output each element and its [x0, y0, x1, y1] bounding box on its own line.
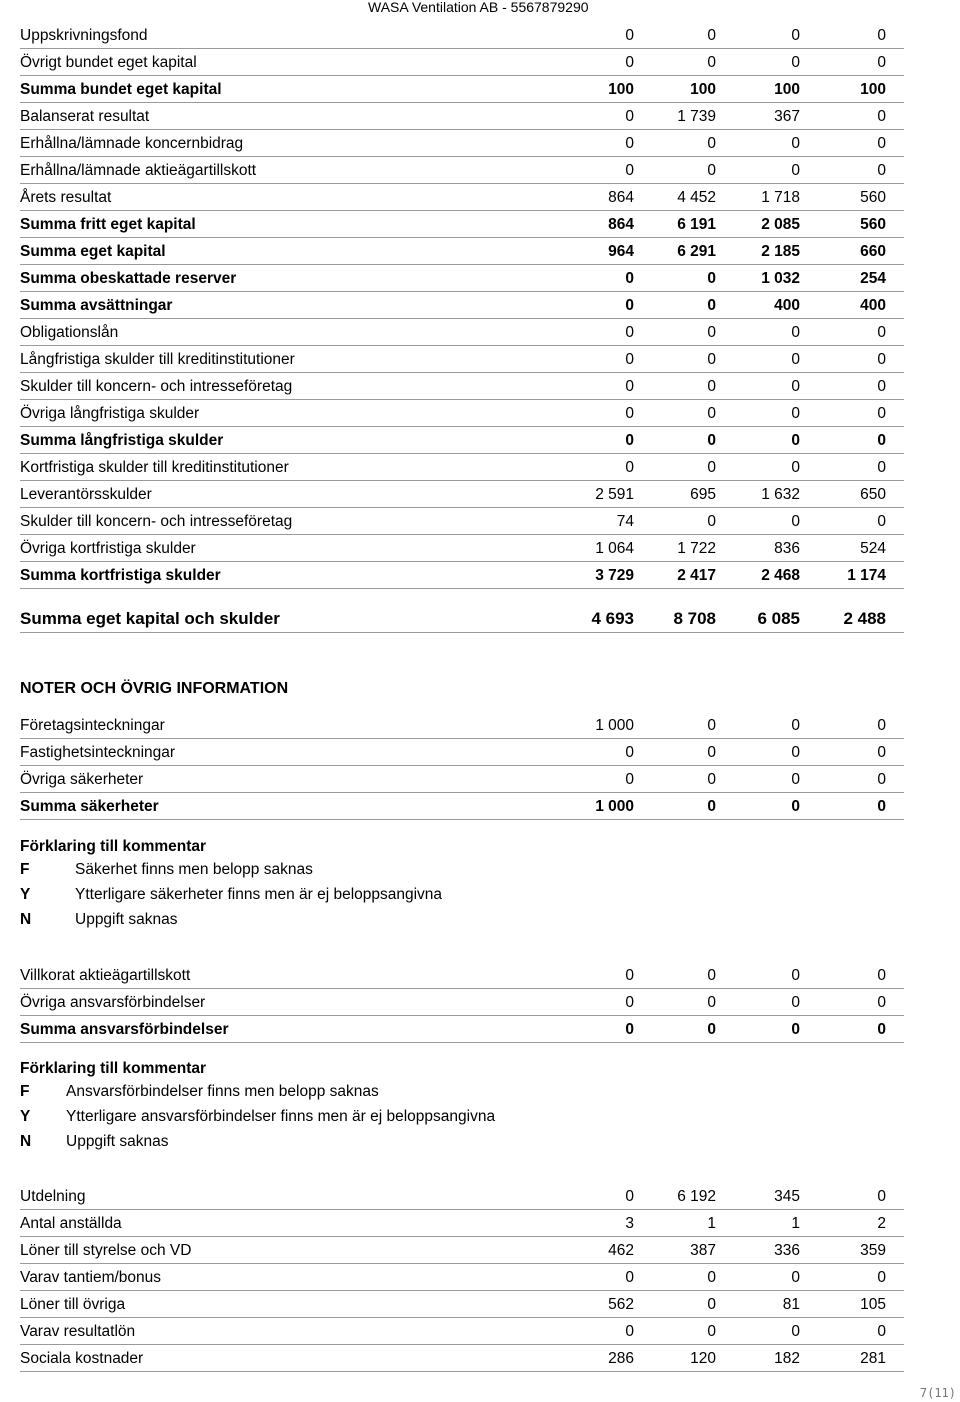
legend-title: Förklaring till kommentar: [20, 838, 207, 855]
row-value-col4: 0: [877, 378, 886, 395]
row-value-col1: 0: [625, 297, 634, 314]
row-value-col1: 864: [608, 216, 634, 233]
row-value-col3: 0: [791, 405, 800, 422]
row-label: Årets resultat: [20, 189, 112, 206]
row-value-col1: 1 000: [595, 717, 634, 734]
table-row: [20, 292, 904, 319]
legend-text: Uppgift saknas: [75, 911, 178, 928]
row-value-col2: 0: [707, 717, 716, 734]
page-number: 7(11): [919, 1386, 956, 1400]
row-value-col2: 0: [707, 27, 716, 44]
row-label: Långfristiga skulder till kreditinstitutioner: [20, 351, 295, 368]
legend-title: Förklaring till kommentar: [20, 1060, 207, 1077]
row-value-col3: 0: [791, 459, 800, 476]
row-label: Villkorat aktieägartillskott: [20, 967, 191, 984]
row-value-col4: 650: [860, 486, 886, 503]
row-value-col3: 0: [791, 798, 800, 815]
row-label: Summa obeskattade reserver: [20, 270, 237, 287]
row-value-col3: 0: [791, 162, 800, 179]
total-table: [20, 602, 904, 633]
row-value-col1: 0: [625, 378, 634, 395]
table-row: [20, 1210, 904, 1237]
row-label: Varav tantiem/bonus: [20, 1269, 162, 1286]
table-row: [20, 454, 904, 481]
row-value-col4: 100: [860, 81, 886, 98]
row-value-col4: 0: [877, 798, 886, 815]
legend-text: Ansvarsförbindelser finns men belopp saknas: [66, 1083, 379, 1100]
row-value-col1: 0: [625, 108, 634, 125]
row-value-col4: 0: [877, 1188, 886, 1205]
row-value-col4: 0: [877, 27, 886, 44]
row-label: Övriga ansvarsförbindelser: [20, 994, 206, 1011]
row-value-col1: 0: [625, 432, 634, 449]
table-row: [20, 130, 904, 157]
row-value-col2: 0: [707, 744, 716, 761]
row-value-col2: 4 452: [677, 189, 716, 206]
legend-code: Y: [20, 886, 31, 903]
row-label: Erhållna/lämnade koncernbidrag: [20, 135, 244, 152]
row-label: Balanserat resultat: [20, 108, 150, 125]
row-value-col4: 0: [877, 771, 886, 788]
row-value-col3: 0: [791, 324, 800, 341]
row-value-col4: 524: [860, 540, 886, 557]
row-label: Företagsinteckningar: [20, 717, 165, 734]
legend-code: N: [20, 1133, 32, 1150]
row-value-col2: 6 191: [677, 216, 716, 233]
row-value-col3: 345: [774, 1188, 800, 1205]
row-label: Summa fritt eget kapital: [20, 216, 196, 233]
row-value-col1: 0: [625, 967, 634, 984]
table-row: [20, 1345, 904, 1372]
row-label: Summa långfristiga skulder: [20, 432, 224, 449]
row-value-col2: 120: [690, 1350, 716, 1367]
row-value-col3: 0: [791, 717, 800, 734]
row-value-col2: 0: [707, 135, 716, 152]
row-value-col2: 0: [707, 378, 716, 395]
row-value-col3: 2 085: [761, 216, 800, 233]
row-value-col3: 0: [791, 378, 800, 395]
row-value-col2: 2 417: [677, 567, 716, 584]
row-value-col2: 0: [707, 1296, 716, 1313]
row-value-col2: 0: [707, 1021, 716, 1038]
row-value-col3: 367: [774, 108, 800, 125]
row-value-col1: 0: [625, 1021, 634, 1038]
row-value-col1: 0: [625, 1269, 634, 1286]
row-label: Löner till övriga: [20, 1296, 126, 1313]
row-value-col1: 0: [625, 54, 634, 71]
row-value-col2: 387: [690, 1242, 716, 1259]
table-row: [20, 1237, 904, 1264]
row-value-col4: 105: [860, 1296, 886, 1313]
table-row: [20, 508, 904, 535]
row-value-col4: 0: [877, 405, 886, 422]
row-value-col1: 0: [625, 324, 634, 341]
row-value-col3: 0: [791, 1021, 800, 1038]
row-value-col1: 0: [625, 1188, 634, 1205]
legend-text: Uppgift saknas: [66, 1133, 169, 1150]
row-value-col4: 0: [877, 135, 886, 152]
row-value-col3: 1 718: [761, 189, 800, 206]
table-row: [20, 1016, 904, 1043]
row-value-col2: 0: [707, 162, 716, 179]
row-value-col2: 0: [707, 994, 716, 1011]
row-value-col4: 0: [877, 1323, 886, 1340]
row-value-col1: 2 591: [595, 486, 634, 503]
row-value-col2: 0: [707, 324, 716, 341]
legend-text: Ytterligare säkerheter finns men är ej beloppsangivna: [75, 886, 443, 903]
other-info-table: [20, 1183, 904, 1372]
row-value-col2: 0: [707, 1269, 716, 1286]
row-value-col3: 2 468: [761, 567, 800, 584]
row-value-col2: 8 708: [673, 609, 716, 628]
table-row: [20, 184, 904, 211]
row-value-col1: 864: [608, 189, 634, 206]
row-value-col1: 562: [608, 1296, 634, 1313]
table-row: [20, 400, 904, 427]
row-value-col2: 0: [707, 967, 716, 984]
legend-code: Y: [20, 1108, 31, 1125]
row-value-col3: 0: [791, 432, 800, 449]
row-value-col1: 0: [625, 405, 634, 422]
row-value-col3: 336: [774, 1242, 800, 1259]
row-value-col3: 1 032: [761, 270, 800, 287]
row-value-col1: 462: [608, 1242, 634, 1259]
row-value-col1: 3: [625, 1215, 634, 1232]
balance-table: [20, 22, 904, 589]
row-value-col2: 695: [690, 486, 716, 503]
table-row: [20, 712, 904, 739]
row-value-col2: 0: [707, 432, 716, 449]
row-value-col4: 254: [860, 270, 886, 287]
row-label: Varav resultatlön: [20, 1323, 136, 1340]
row-value-col1: 1 064: [595, 540, 634, 557]
legend-code: F: [20, 1083, 30, 1100]
row-label: Summa avsättningar: [20, 297, 173, 314]
row-value-col4: 0: [877, 513, 886, 530]
row-label: Skulder till koncern- och intresseföretag: [20, 513, 293, 530]
legend-item: [20, 861, 313, 886]
row-value-col3: 81: [782, 1296, 800, 1313]
row-value-col3: 0: [791, 771, 800, 788]
row-value-col2: 6 192: [677, 1188, 716, 1205]
row-value-col4: 560: [860, 189, 886, 206]
row-value-col3: 0: [791, 513, 800, 530]
row-label: Fastighetsinteckningar: [20, 744, 176, 761]
row-value-col1: 3 729: [595, 567, 634, 584]
row-value-col2: 0: [707, 1323, 716, 1340]
table-row: [20, 562, 904, 589]
row-value-col4: 0: [877, 324, 886, 341]
row-value-col4: 560: [860, 216, 886, 233]
legend-item: [20, 1083, 379, 1108]
row-value-col4: 0: [877, 432, 886, 449]
row-value-col1: 1 000: [595, 798, 634, 815]
row-value-col4: 0: [877, 744, 886, 761]
row-value-col3: 0: [791, 135, 800, 152]
row-value-col4: 0: [877, 162, 886, 179]
row-label: Skulder till koncern- och intresseföretag: [20, 378, 293, 395]
table-row: [20, 373, 904, 400]
row-value-col4: 2 488: [843, 609, 886, 628]
row-value-col4: 660: [860, 243, 886, 260]
row-value-col3: 0: [791, 351, 800, 368]
table-row: [20, 49, 904, 76]
row-value-col1: 0: [625, 744, 634, 761]
table-row: [20, 346, 904, 373]
table-row: [20, 1291, 904, 1318]
row-value-col2: 0: [707, 771, 716, 788]
row-value-col3: 1 632: [761, 486, 800, 503]
row-value-col4: 359: [860, 1242, 886, 1259]
row-value-col2: 0: [707, 459, 716, 476]
row-value-col1: 0: [625, 27, 634, 44]
row-label: Obligationslån: [20, 324, 119, 341]
table-row: [20, 157, 904, 184]
table-row: [20, 319, 904, 346]
row-value-col3: 2 185: [761, 243, 800, 260]
row-value-col2: 1 739: [677, 108, 716, 125]
table-row: [20, 739, 904, 766]
row-value-col1: 0: [625, 135, 634, 152]
row-value-col2: 100: [690, 81, 716, 98]
row-value-col2: 0: [707, 405, 716, 422]
row-label: Antal anställda: [20, 1215, 122, 1232]
table-row: [20, 1183, 904, 1210]
table-row: [20, 535, 904, 562]
securities-table: [20, 712, 904, 820]
legend-text: Säkerhet finns men belopp saknas: [75, 861, 313, 878]
row-value-col4: 0: [877, 717, 886, 734]
legend-item: [20, 886, 443, 911]
row-label: Summa eget kapital och skulder: [20, 609, 280, 628]
row-value-col2: 0: [707, 351, 716, 368]
table-row: [20, 481, 904, 508]
row-value-col3: 400: [774, 297, 800, 314]
table-row: [20, 602, 904, 633]
row-value-col4: 400: [860, 297, 886, 314]
row-value-col4: 0: [877, 1021, 886, 1038]
row-value-col3: 836: [774, 540, 800, 557]
row-value-col2: 1 722: [677, 540, 716, 557]
legend-code: F: [20, 861, 30, 878]
row-label: Erhållna/lämnade aktieägartillskott: [20, 162, 257, 179]
row-value-col3: 0: [791, 27, 800, 44]
row-value-col2: 1: [707, 1215, 716, 1232]
table-row: [20, 766, 904, 793]
row-label: Kortfristiga skulder till kreditinstitutioner: [20, 459, 289, 476]
notes-section-title: NOTER OCH ÖVRIG INFORMATION: [20, 680, 289, 697]
row-value-col3: 6 085: [757, 609, 800, 628]
row-value-col3: 1: [791, 1215, 800, 1232]
row-label: Löner till styrelse och VD: [20, 1242, 192, 1259]
row-value-col4: 0: [877, 994, 886, 1011]
row-label: Övriga säkerheter: [20, 771, 144, 788]
row-value-col1: 0: [625, 351, 634, 368]
table-row: [20, 962, 904, 989]
row-value-col2: 0: [707, 270, 716, 287]
table-row: [20, 103, 904, 130]
row-value-col3: 0: [791, 744, 800, 761]
row-label: Övriga kortfristiga skulder: [20, 540, 196, 557]
table-row: [20, 793, 904, 820]
row-value-col2: 6 291: [677, 243, 716, 260]
securities-legend: [20, 838, 443, 936]
row-label: Övriga långfristiga skulder: [20, 405, 200, 422]
row-value-col1: 0: [625, 459, 634, 476]
legend-item: [20, 1133, 206, 1158]
row-label: Summa kortfristiga skulder: [20, 567, 221, 584]
row-value-col1: 0: [625, 994, 634, 1011]
row-value-col3: 0: [791, 1269, 800, 1286]
row-label: Sociala kostnader: [20, 1350, 144, 1367]
legend-text: Ytterligare ansvarsförbindelser finns men är ej beloppsangivna: [66, 1108, 496, 1125]
row-value-col3: 0: [791, 967, 800, 984]
row-value-col4: 0: [877, 108, 886, 125]
row-value-col4: 0: [877, 459, 886, 476]
table-row: [20, 265, 904, 292]
row-value-col4: 0: [877, 351, 886, 368]
table-row: [20, 211, 904, 238]
row-value-col4: 0: [877, 967, 886, 984]
table-row: [20, 238, 904, 265]
legend-item: [20, 1108, 496, 1133]
row-value-col1: 4 693: [591, 609, 634, 628]
row-value-col1: 100: [608, 81, 634, 98]
row-value-col3: 0: [791, 994, 800, 1011]
row-label: Summa eget kapital: [20, 243, 166, 260]
table-row: [20, 989, 904, 1016]
row-value-col1: 964: [608, 243, 634, 260]
document-header: WASA Ventilation AB - 5567879290: [368, 0, 589, 15]
row-value-col3: 0: [791, 54, 800, 71]
row-value-col3: 0: [791, 1323, 800, 1340]
table-row: [20, 22, 904, 49]
row-value-col2: 0: [707, 798, 716, 815]
row-value-col2: 0: [707, 297, 716, 314]
row-label: Övrigt bundet eget kapital: [20, 54, 197, 71]
table-row: [20, 427, 904, 454]
row-value-col1: 74: [616, 513, 634, 530]
legend-code: N: [20, 911, 32, 928]
row-value-col3: 100: [774, 81, 800, 98]
row-value-col1: 0: [625, 162, 634, 179]
row-label: Uppskrivningsfond: [20, 27, 148, 44]
table-row: [20, 76, 904, 103]
row-value-col4: 0: [877, 54, 886, 71]
row-label: Summa säkerheter: [20, 798, 159, 815]
row-label: Summa bundet eget kapital: [20, 81, 222, 98]
contingent-legend: [20, 1060, 496, 1158]
legend-item: [20, 911, 206, 936]
row-label: Summa ansvarsförbindelser: [20, 1021, 229, 1038]
row-value-col2: 0: [707, 513, 716, 530]
table-row: [20, 1264, 904, 1291]
row-value-col4: 0: [877, 1269, 886, 1286]
row-value-col1: 0: [625, 1323, 634, 1340]
row-value-col1: 0: [625, 771, 634, 788]
contingent-table: [20, 962, 904, 1043]
row-value-col1: 0: [625, 270, 634, 287]
row-value-col3: 182: [774, 1350, 800, 1367]
row-label: Utdelning: [20, 1188, 86, 1205]
row-value-col4: 281: [860, 1350, 886, 1367]
table-row: [20, 1318, 904, 1345]
row-value-col4: 2: [877, 1215, 886, 1232]
row-value-col2: 0: [707, 54, 716, 71]
row-value-col1: 286: [608, 1350, 634, 1367]
row-value-col4: 1 174: [847, 567, 886, 584]
row-label: Leverantörsskulder: [20, 486, 152, 503]
